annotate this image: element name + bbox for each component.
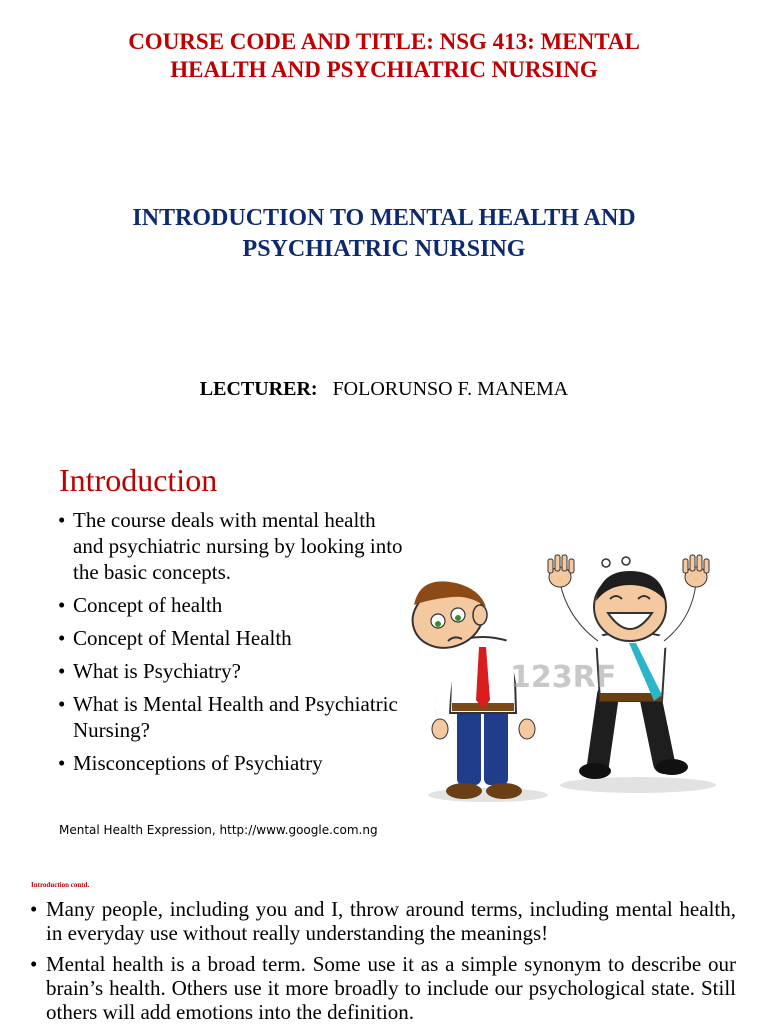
course-title: [40, 28, 728, 84]
image-caption: Mental Health Expression, http://www.google.com.ng: [59, 823, 378, 837]
course-title-line-1: COURSE CODE AND TITLE: NSG 413: MENTAL: [128, 29, 640, 54]
watermark-text: 123RF: [510, 660, 617, 695]
lecturer-line: [40, 376, 728, 402]
lecture-title: [40, 203, 728, 265]
intro-heading: Introduction: [59, 462, 218, 498]
list-item: • The course deals with mental health and psychiatric nursing by looking into the basic concepts.: [58, 507, 403, 585]
cartoon-figures-image: [400, 545, 730, 810]
lecture-title-line-2: PSYCHIATRIC NURSING: [242, 236, 526, 262]
list-item: • Misconceptions of Psychiatry: [58, 750, 403, 776]
course-title-line-2: HEALTH AND PSYCHIATRIC NURSING: [170, 57, 598, 82]
list-item: • Many people, including you and I, throw around terms, including mental health, in everyday use without really understanding the meanings!: [30, 897, 736, 945]
contd-bullet-list: [30, 897, 736, 1031]
lecturer-name: FOLORUNSO F. MANEMA: [332, 378, 569, 400]
list-item: • Concept of Mental Health: [58, 625, 403, 651]
lecturer-label: LECTURER:: [199, 378, 318, 400]
list-item: • Mental health is a broad term. Some use it as a simple synonym to describe our brain’s health. Others use it more broadly to include our psychological state. Still others will add emotions into the definition.: [30, 952, 736, 1024]
mental-health-illustration: [400, 545, 730, 810]
list-item: • What is Mental Health and Psychiatric Nursing?: [58, 691, 403, 743]
list-item: • What is Psychiatry?: [58, 658, 403, 684]
lecture-title-line-1: INTRODUCTION TO MENTAL HEALTH AND: [132, 205, 636, 231]
section-label: Introduction contd.: [31, 881, 90, 889]
intro-bullet-list: [58, 507, 403, 783]
list-item: • Concept of health: [58, 592, 403, 618]
